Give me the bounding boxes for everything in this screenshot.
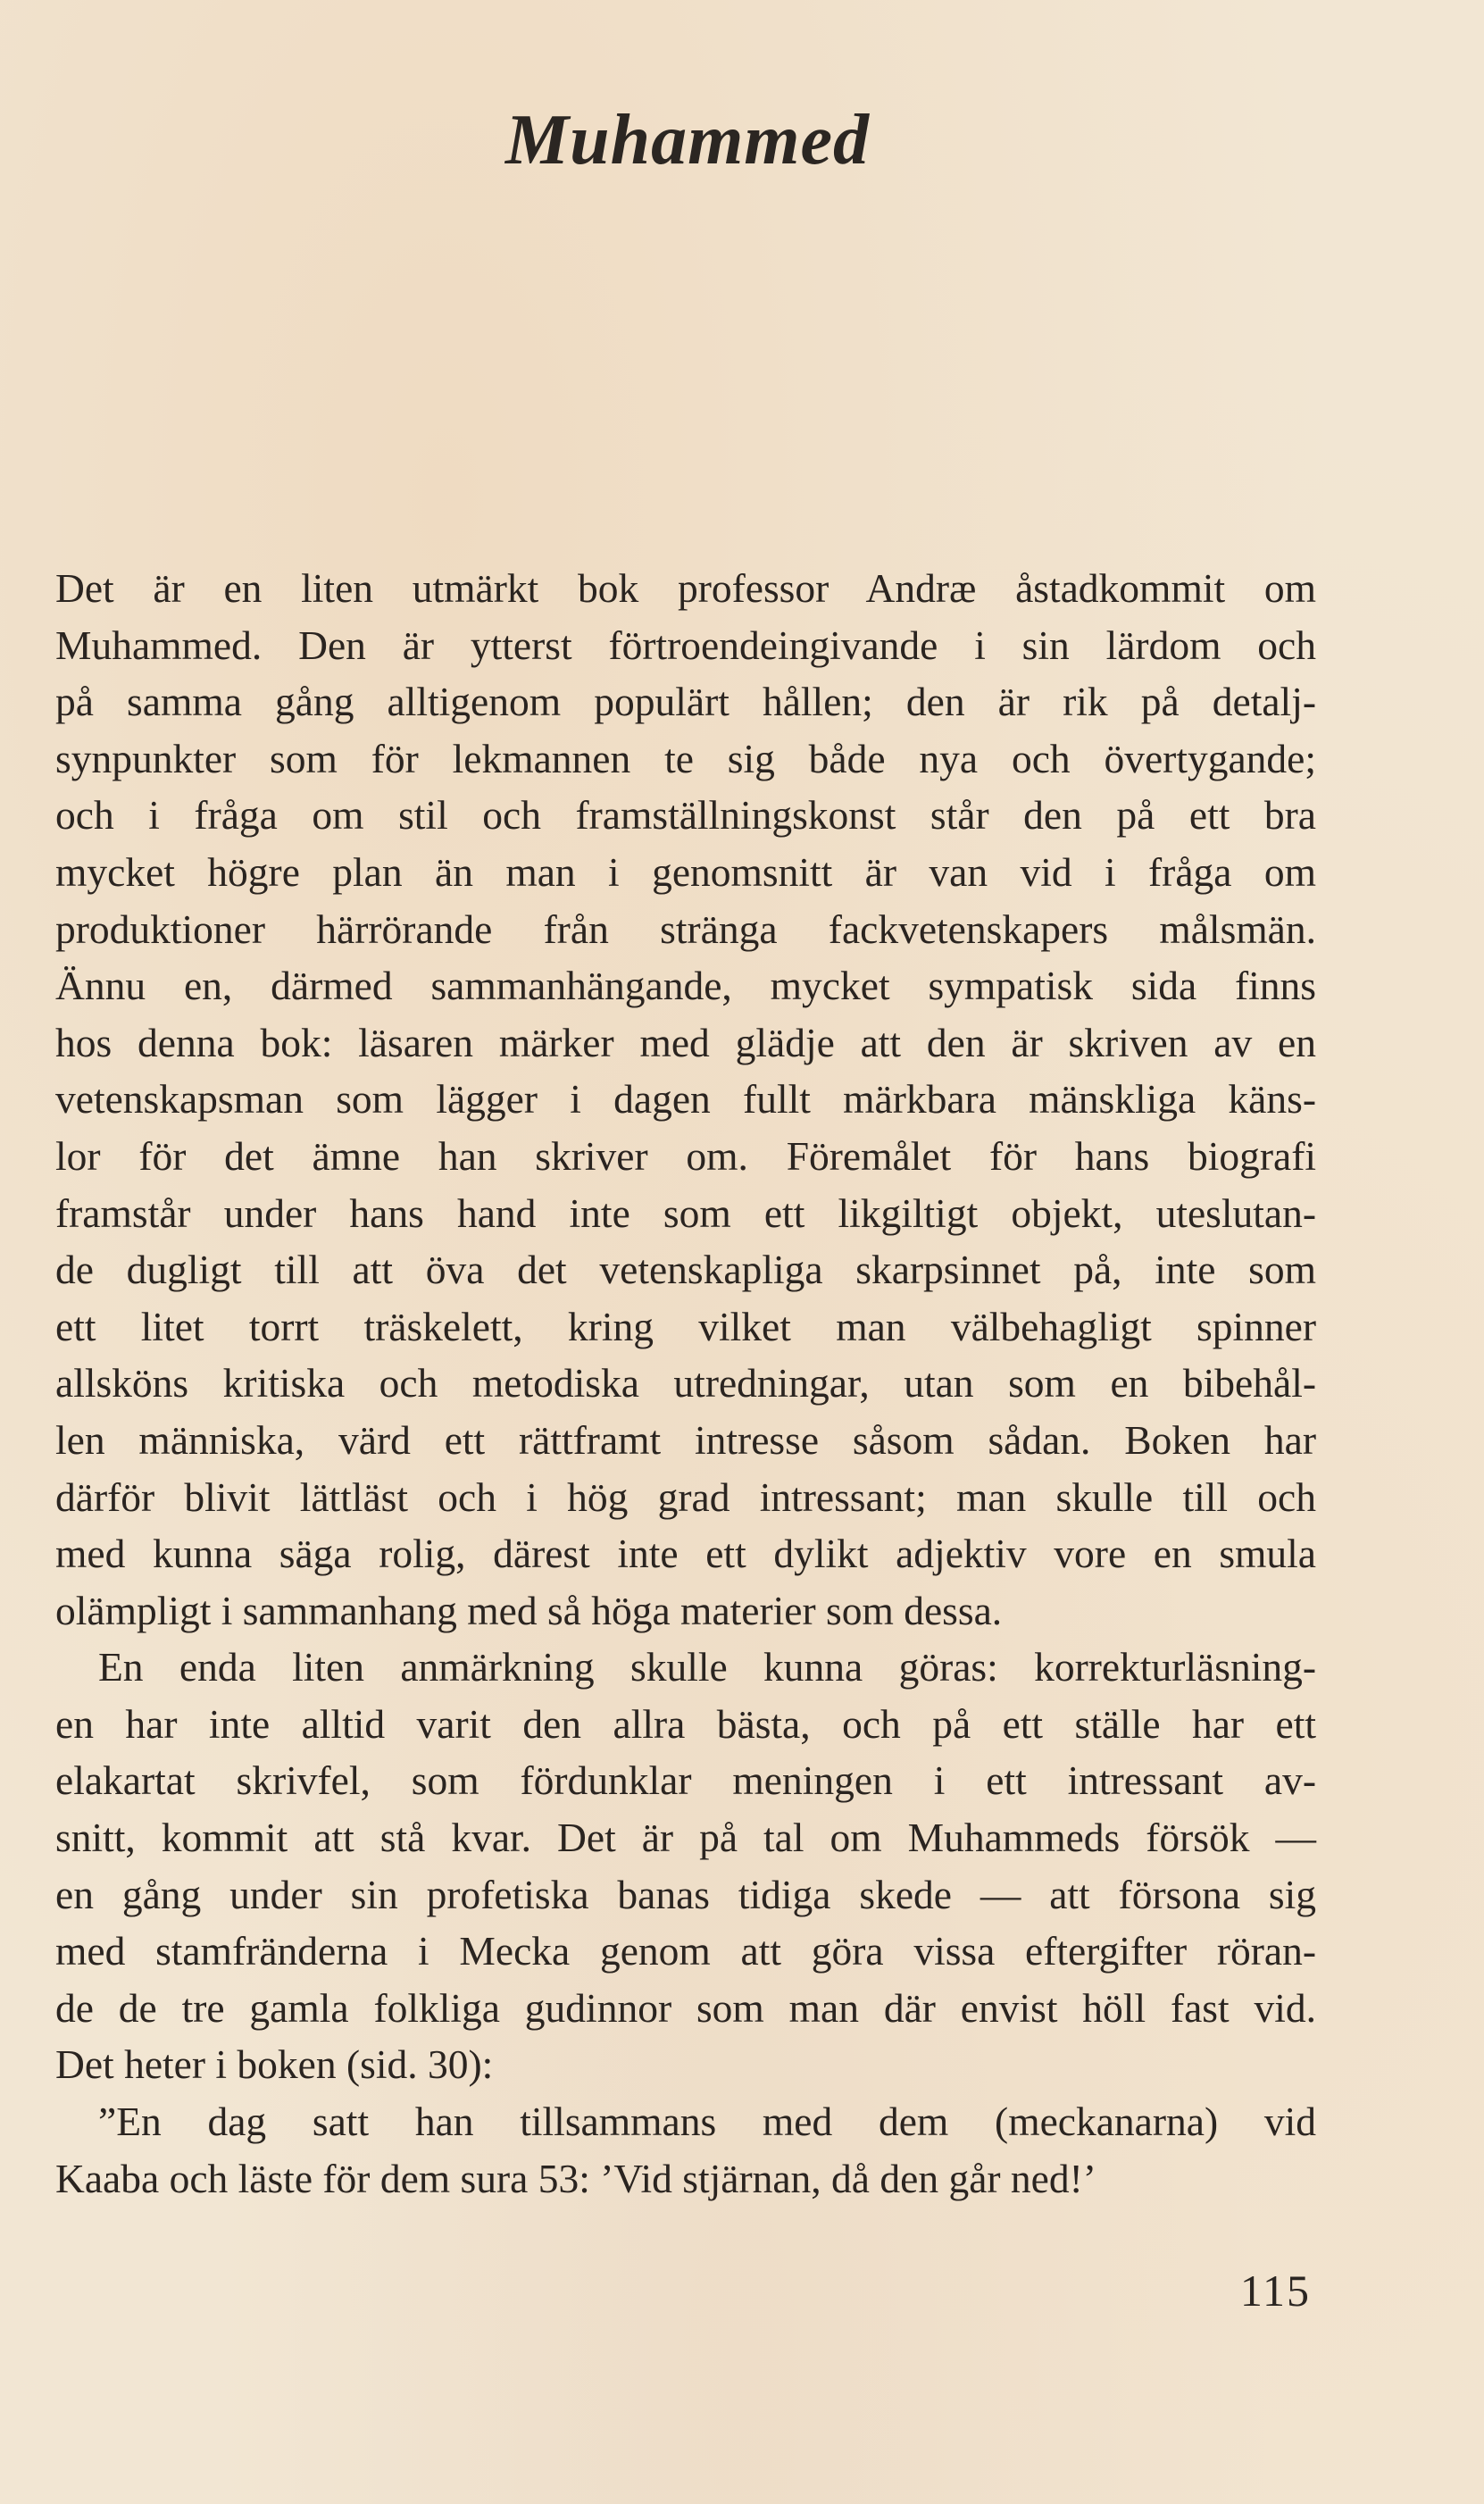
text-line: synpunkter som för lekmannen te sig både nya och övertygande; <box>55 735 1316 781</box>
text-line: Det heter i boken (sid. 30): <box>55 2041 494 2088</box>
text-line: hos denna bok: läsaren märker med glädje att den är skriven av en <box>55 1019 1316 1065</box>
text-line: Kaaba och läste för dem sura 53: ’Vid stjärnan, då den går ned!’ <box>55 2155 1096 2201</box>
text-line: elakartat skrivfel, som fördunklar meningen i ett intressant av- <box>55 1757 1316 1804</box>
text-line: ett litet torrt träskelett, kring vilket man välbehagligt spinner <box>55 1303 1316 1349</box>
text-line: en har inte alltid varit den allra bästa, och på ett ställe har ett <box>55 1700 1316 1747</box>
body-text <box>55 560 1316 2207</box>
text-line: på samma gång alltigenom populärt hållen; den är rik på detalj- <box>55 679 1316 725</box>
text-line: allsköns kritiska och metodiska utredningar, utan som en bibehål- <box>55 1360 1316 1406</box>
text-line: med stamfränderna i Mecka genom att göra vissa eftergifter röran- <box>55 1928 1316 1974</box>
page-number: 115 <box>1239 2266 1311 2316</box>
text-line: vetenskapsman som lägger i dagen fullt märkbara mänskliga käns- <box>55 1076 1316 1123</box>
text-line: snitt, kommit att stå kvar. Det är på tal om Muhammeds försök — <box>55 1815 1316 1861</box>
text-line: och i fråga om stil och framställningskonst står den på ett bra <box>55 792 1316 839</box>
text-line: len människa, värd ett rättframt intresse såsom sådan. Boken har <box>55 1416 1316 1463</box>
text-line: framstår under hans hand inte som ett likgiltigt objekt, uteslutan- <box>55 1189 1316 1236</box>
running-title: Muhammed <box>504 101 871 179</box>
text-line: Det är en liten utmärkt bok professor Andræ åstadkommit om <box>55 565 1316 611</box>
paragraph-1 <box>55 560 1316 1639</box>
text-line: ”En dag satt han tillsammans med dem (meckanarna) vid <box>98 2099 1316 2145</box>
text-line: därför blivit lättläst och i hög grad intressant; man skulle till och <box>55 1473 1316 1520</box>
text-line: Muhammed. Den är ytterst förtroendeingivande i sin lärdom och <box>55 622 1316 668</box>
text-line: en gång under sin profetiska banas tidiga skede — att försona sig <box>55 1871 1316 1917</box>
paragraph-3 <box>55 2093 1316 2207</box>
text-line: Ännu en, därmed sammanhängande, mycket sympatisk sida finns <box>55 963 1316 1009</box>
text-line: olämpligt i sammanhang med så höga materier som dessa. <box>55 1587 1003 1633</box>
text-line: lor för det ämne han skriver om. Föremålet för hans biografi <box>55 1132 1316 1179</box>
text-line: mycket högre plan än man i genomsnitt är van vid i fråga om <box>55 848 1316 895</box>
text-line: de dugligt till att öva det vetenskapliga skarpsinnet på, inte som <box>55 1247 1316 1293</box>
paragraph-2 <box>55 1639 1316 2093</box>
text-line: med kunna säga rolig, därest inte ett dylikt adjektiv vore en smula <box>55 1531 1316 1577</box>
text-line: de de tre gamla folkliga gudinnor som man där envist höll fast vid. <box>55 1984 1316 2031</box>
text-line: En enda liten anmärkning skulle kunna göras: korrekturläsning- <box>98 1644 1316 1690</box>
text-line: produktioner härrörande från stränga fackvetenskapers målsmän. <box>55 906 1316 952</box>
